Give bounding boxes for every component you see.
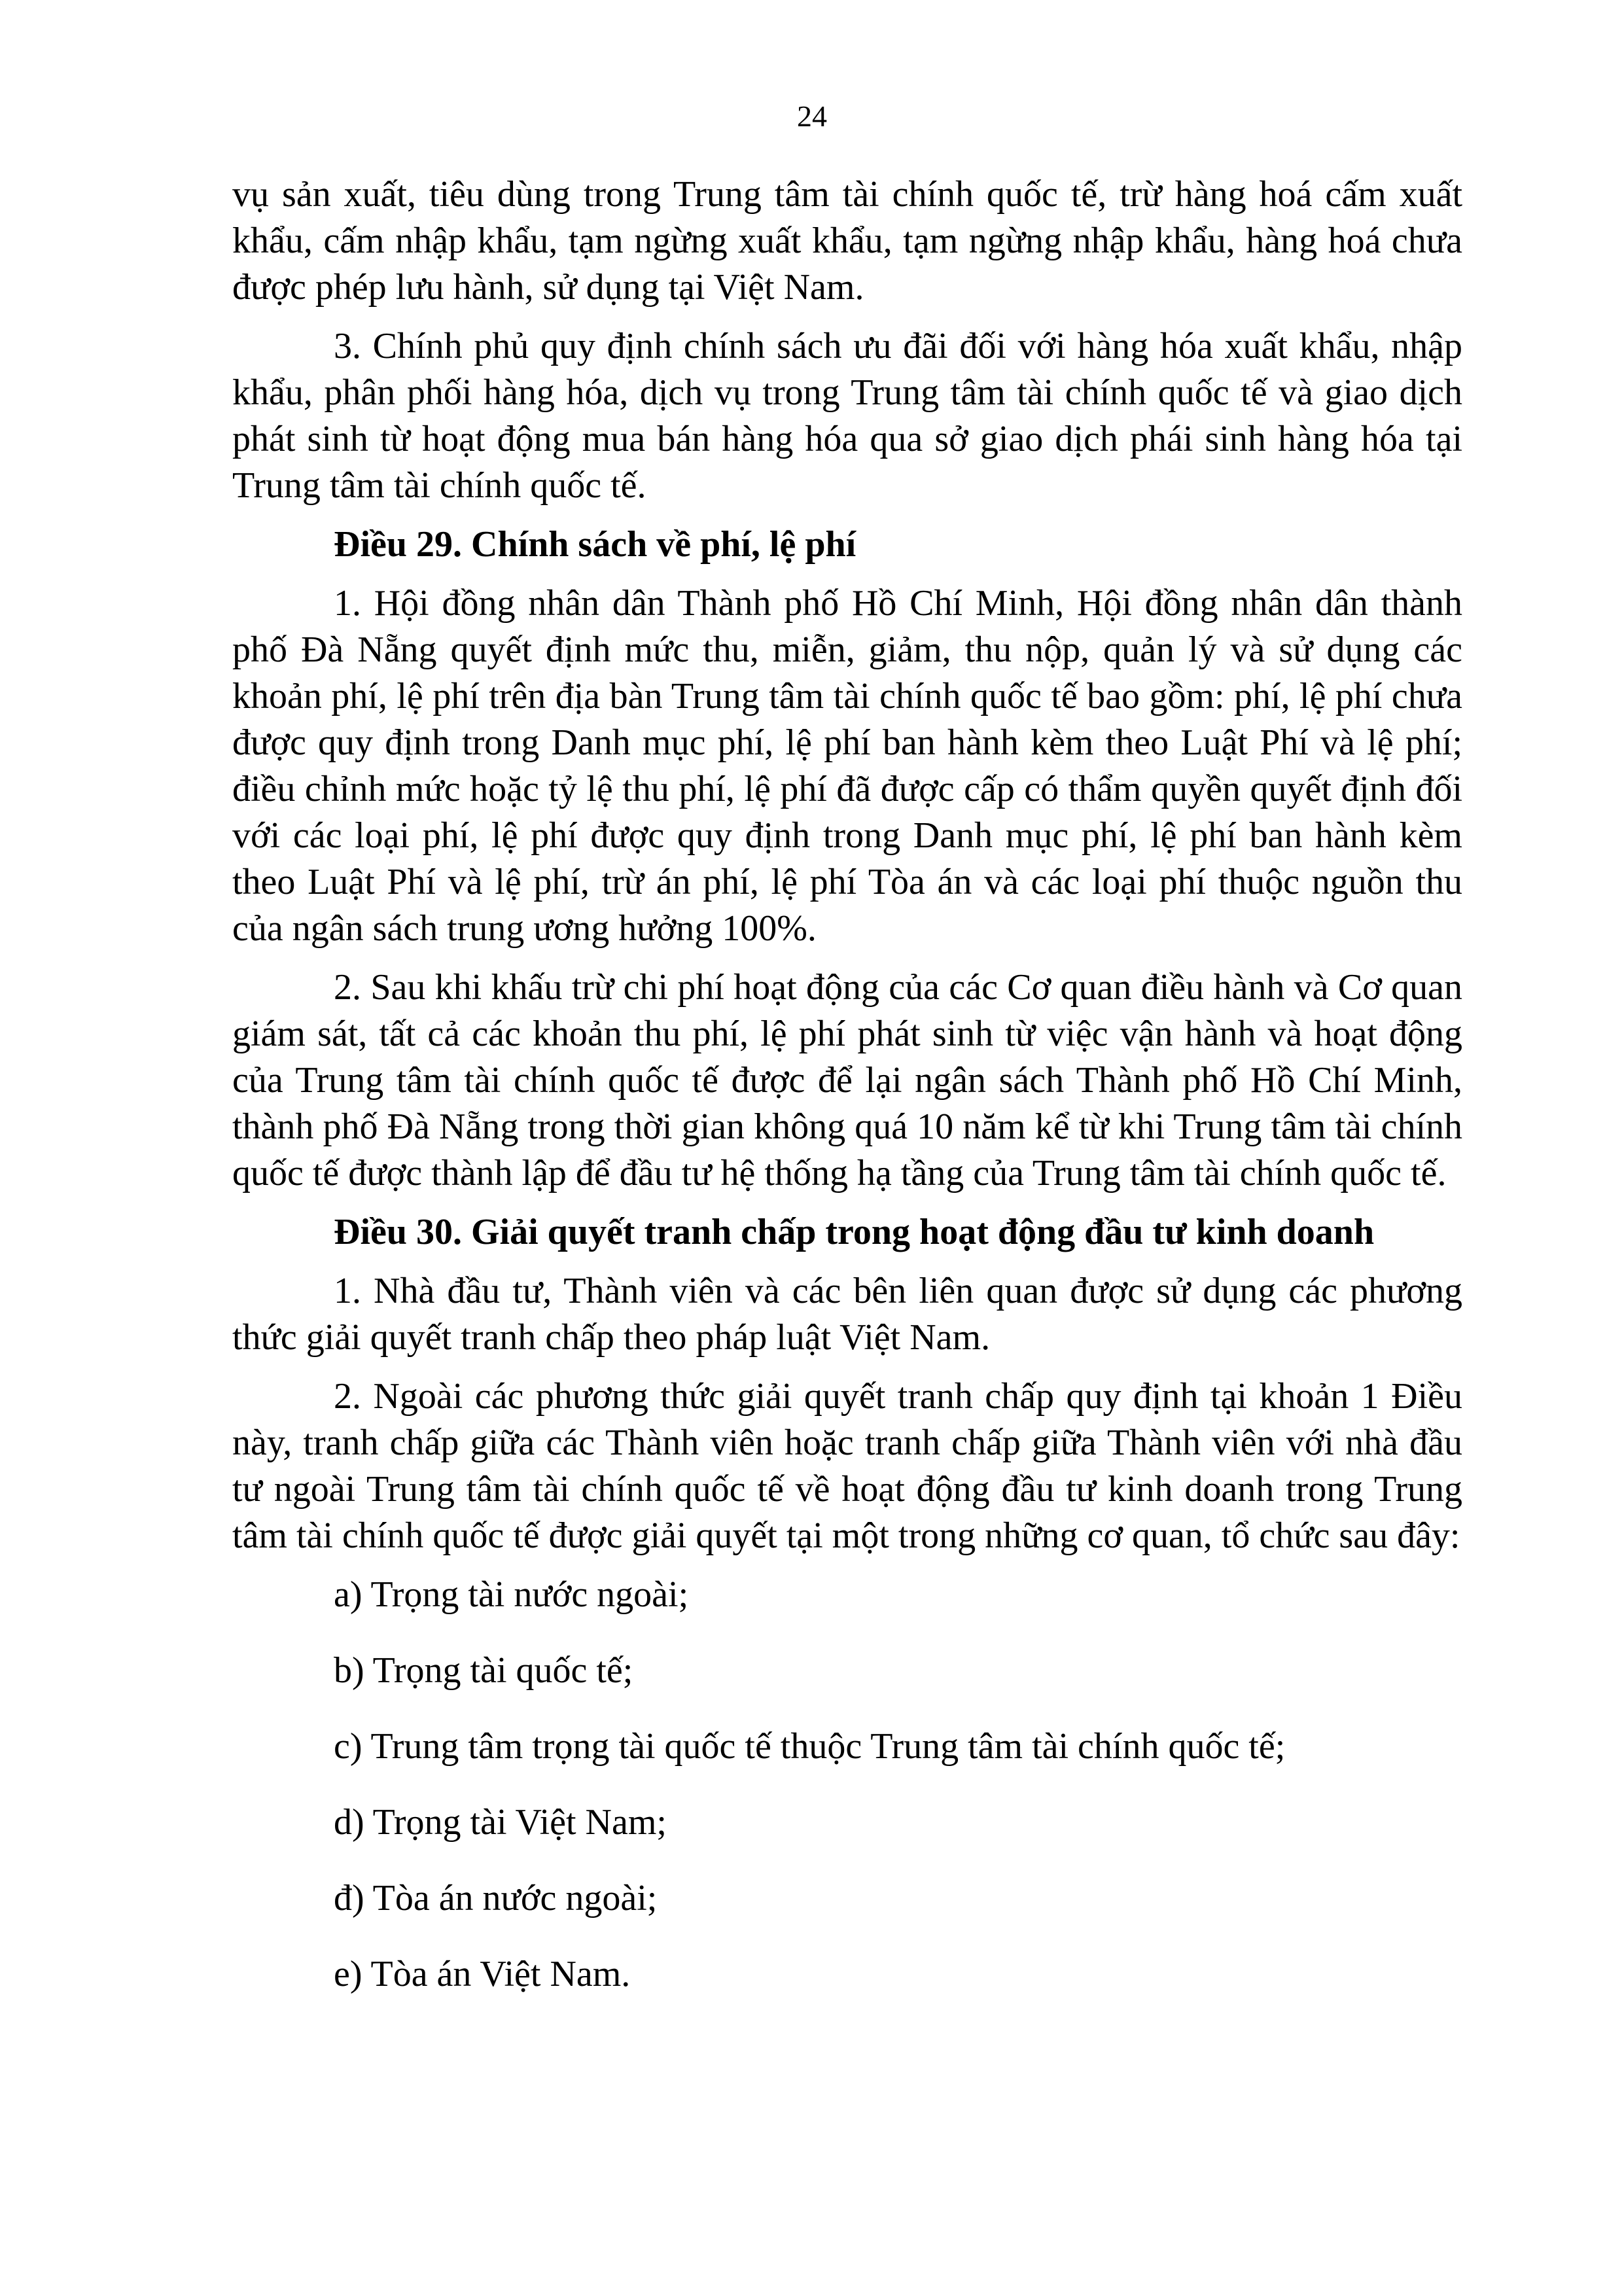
- article-30-clause-2: 2. Ngoài các phương thức giải quyết tranh chấp quy định tại khoản 1 Điều này, tranh chấp giữa các Thành viên hoặc tranh chấp giữa Thành viên với nhà đầu tư ngoài Trung tâm tài chính quốc tế về hoạt động đầu tư kinh doanh trong Trung tâm tài chính quốc tế được giải quyết tại một trong những cơ quan, tổ chức sau đây:: [232, 1376, 1462, 1556]
- list-item-e: e) Tòa án Việt Nam.: [334, 1954, 631, 1994]
- article-29-clause-2: 2. Sau khi khấu trừ chi phí hoạt động của các Cơ quan điều hành và Cơ quan giám sát, tất cả các khoản thu phí, lệ phí phát sinh từ việc vận hành và hoạt động của Trung tâm tài chính quốc tế được để lại ngân sách Thành phố Hồ Chí Minh, thành phố Đà Nẵng trong thời gian không quá 10 năm kể từ khi Trung tâm tài chính quốc tế được thành lập để đầu tư hệ thống hạ tầng của Trung tâm tài chính quốc tế.: [232, 967, 1462, 1193]
- list-item-d: d) Trọng tài Việt Nam;: [334, 1802, 667, 1843]
- article-29-clause-1: 1. Hội đồng nhân dân Thành phố Hồ Chí Minh, Hội đồng nhân dân thành phố Đà Nẵng quyết định mức thu, miễn, giảm, thu nộp, quản lý và sử dụng các khoản phí, lệ phí trên địa bàn Trung tâm tài chính quốc tế bao gồm: phí, lệ phí chưa được quy định trong Danh mục phí, lệ phí ban hành kèm theo Luật Phí và lệ phí; điều chỉnh mức hoặc tỷ lệ thu phí, lệ phí đã được cấp có thẩm quyền quyết định đối với các loại phí, lệ phí được quy định trong Danh mục phí, lệ phí ban hành kèm theo Luật Phí và lệ phí, trừ án phí, lệ phí Tòa án và các loại phí thuộc nguồn thu của ngân sách trung ương hưởng 100%.: [232, 583, 1462, 949]
- article-30-clause-1: 1. Nhà đầu tư, Thành viên và các bên liên quan được sử dụng các phương thức giải quyết tranh chấp theo pháp luật Việt Nam.: [232, 1271, 1462, 1358]
- document-body: [232, 171, 1462, 2027]
- article-28-clause-3: 3. Chính phủ quy định chính sách ưu đãi đối với hàng hóa xuất khẩu, nhập khẩu, phân phối hàng hóa, dịch vụ trong Trung tâm tài chính quốc tế và giao dịch phát sinh từ hoạt động mua bán hàng hóa qua sở giao dịch phái sinh hàng hóa tại Trung tâm tài chính quốc tế.: [232, 326, 1462, 506]
- continuation-paragraph: vụ sản xuất, tiêu dùng trong Trung tâm tài chính quốc tế, trừ hàng hoá cấm xuất khẩu, cấm nhập khẩu, tạm ngừng xuất khẩu, tạm ngừng nhập khẩu, hàng hoá chưa được phép lưu hành, sử dụng tại Việt Nam.: [232, 174, 1462, 308]
- article-29-heading: Điều 29. Chính sách về phí, lệ phí: [334, 524, 856, 565]
- list-item-a: a) Trọng tài nước ngoài;: [334, 1574, 689, 1615]
- page-number: 24: [797, 99, 827, 133]
- article-30-heading: Điều 30. Giải quyết tranh chấp trong hoạt động đầu tư kinh doanh: [334, 1212, 1375, 1252]
- list-item-c: c) Trung tâm trọng tài quốc tế thuộc Trung tâm tài chính quốc tế;: [334, 1726, 1286, 1767]
- list-item-dd: đ) Tòa án nước ngoài;: [334, 1878, 658, 1918]
- list-item-b: b) Trọng tài quốc tế;: [334, 1650, 633, 1691]
